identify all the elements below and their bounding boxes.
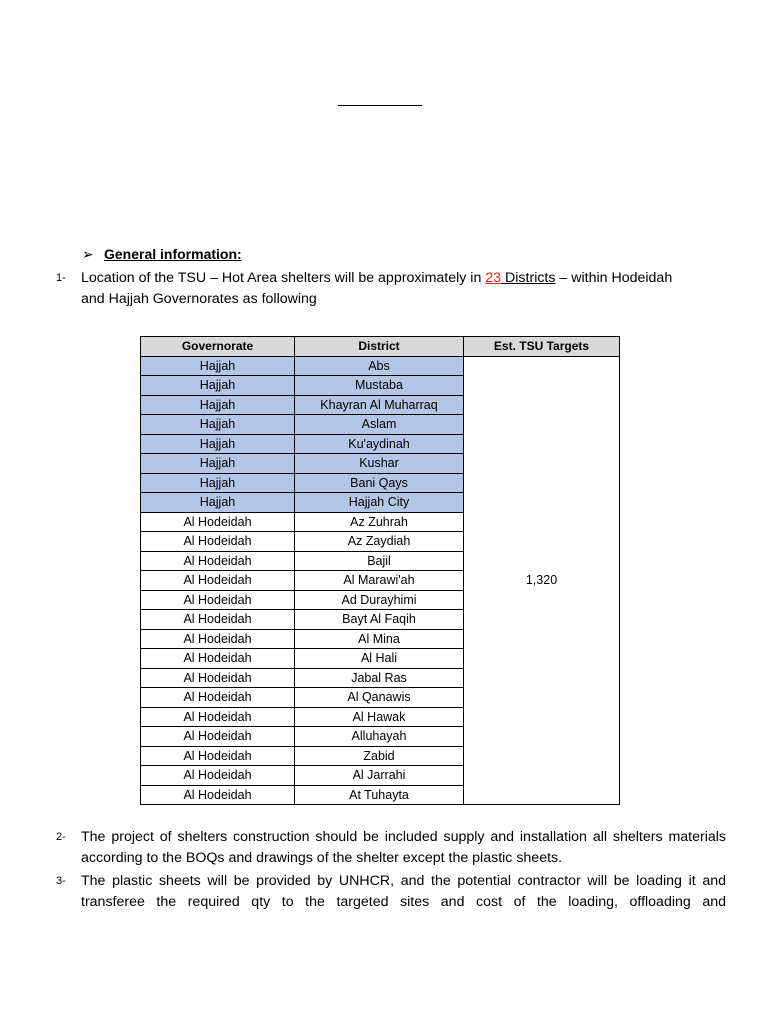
district-cell: Zabid (295, 746, 464, 766)
governorate-cell: Hajjah (141, 473, 295, 493)
governorate-cell: Al Hodeidah (141, 668, 295, 688)
district-cell: Hajjah City (295, 493, 464, 513)
governorate-cell: Al Hodeidah (141, 512, 295, 532)
governorate-cell: Hajjah (141, 356, 295, 376)
list-item-2 (56, 827, 726, 869)
governorate-cell: Al Hodeidah (141, 551, 295, 571)
district-cell: Ku'aydinah (295, 434, 464, 454)
list-number: 3- (56, 875, 66, 887)
districts-word (501, 270, 555, 286)
governorate-cell: Hajjah (141, 454, 295, 474)
district-cell: Abs (295, 356, 464, 376)
governorate-cell: Al Hodeidah (141, 727, 295, 747)
list-item-body (81, 871, 726, 913)
district-cell: Al Jarrahi (295, 766, 464, 786)
district-cell: Bani Qays (295, 473, 464, 493)
list-item-body (81, 268, 726, 310)
table-body (141, 356, 620, 805)
item3-line1: The plastic sheets will be provided by UNHCR, and the potential contractor will be loading it and (81, 873, 726, 889)
table-header-row (141, 337, 620, 357)
column-header-governorate: Governorate (141, 337, 295, 357)
governorate-cell: Hajjah (141, 395, 295, 415)
governorate-cell: Hajjah (141, 493, 295, 513)
list-number: 2- (56, 831, 66, 843)
district-count: 23 (485, 270, 502, 286)
tsu-targets-table (140, 336, 620, 805)
arrow-bullet-icon: ➢ (82, 246, 94, 262)
governorate-cell: Al Hodeidah (141, 746, 295, 766)
section-heading (82, 246, 242, 263)
district-cell: Az Zaydiah (295, 532, 464, 552)
district-cell: Mustaba (295, 376, 464, 396)
column-header-targets: Est. TSU Targets (464, 337, 620, 357)
list-number: 1- (56, 272, 66, 284)
district-cell: At Tuhayta (295, 785, 464, 805)
section-heading-text: General information: (104, 246, 242, 262)
district-cell: Al Hawak (295, 707, 464, 727)
governorate-cell: Hajjah (141, 434, 295, 454)
item1-line2: and Hajjah Governorates as following (81, 291, 317, 307)
tsu-target-total-cell: 1,320 (464, 356, 620, 805)
governorate-cell: Al Hodeidah (141, 707, 295, 727)
district-cell: Al Marawi'ah (295, 571, 464, 591)
governorate-cell: Al Hodeidah (141, 785, 295, 805)
district-cell: Bayt Al Faqih (295, 610, 464, 630)
district-cell: Al Hali (295, 649, 464, 669)
governorate-cell: Al Hodeidah (141, 571, 295, 591)
district-cell: Bajil (295, 551, 464, 571)
district-cell: Khayran Al Muharraq (295, 395, 464, 415)
column-header-district: District (295, 337, 464, 357)
districts-word-text: Districts (505, 270, 556, 286)
item1-text-after: – within Hodeidah (555, 270, 673, 286)
governorate-cell: Al Hodeidah (141, 532, 295, 552)
item3-line2: transferee the required qty to the targeted sites and cost of the loading, offloading and (81, 894, 726, 910)
governorate-cell: Al Hodeidah (141, 766, 295, 786)
governorate-cell: Hajjah (141, 415, 295, 435)
list-item-1 (56, 268, 726, 310)
item1-text-before: Location of the TSU – Hot Area shelters will be approximately in (81, 270, 486, 286)
top-rule (338, 105, 422, 106)
governorate-cell: Al Hodeidah (141, 610, 295, 630)
governorate-cell: Al Hodeidah (141, 590, 295, 610)
district-cell: Al Mina (295, 629, 464, 649)
table-row (141, 356, 620, 376)
district-cell: Az Zuhrah (295, 512, 464, 532)
district-cell: Alluhayah (295, 727, 464, 747)
district-cell: Jabal Ras (295, 668, 464, 688)
list-item-3 (56, 871, 726, 913)
governorate-cell: Al Hodeidah (141, 688, 295, 708)
governorate-cell: Al Hodeidah (141, 629, 295, 649)
governorate-cell: Al Hodeidah (141, 649, 295, 669)
district-cell: Aslam (295, 415, 464, 435)
district-cell: Ad Durayhimi (295, 590, 464, 610)
district-cell: Kushar (295, 454, 464, 474)
list-item-body: The project of shelters construction should be included supply and installation all shelters materials according to the BOQs and drawings of the shelter except the plastic sheets. (81, 829, 726, 866)
district-cell: Al Qanawis (295, 688, 464, 708)
governorate-cell: Hajjah (141, 376, 295, 396)
